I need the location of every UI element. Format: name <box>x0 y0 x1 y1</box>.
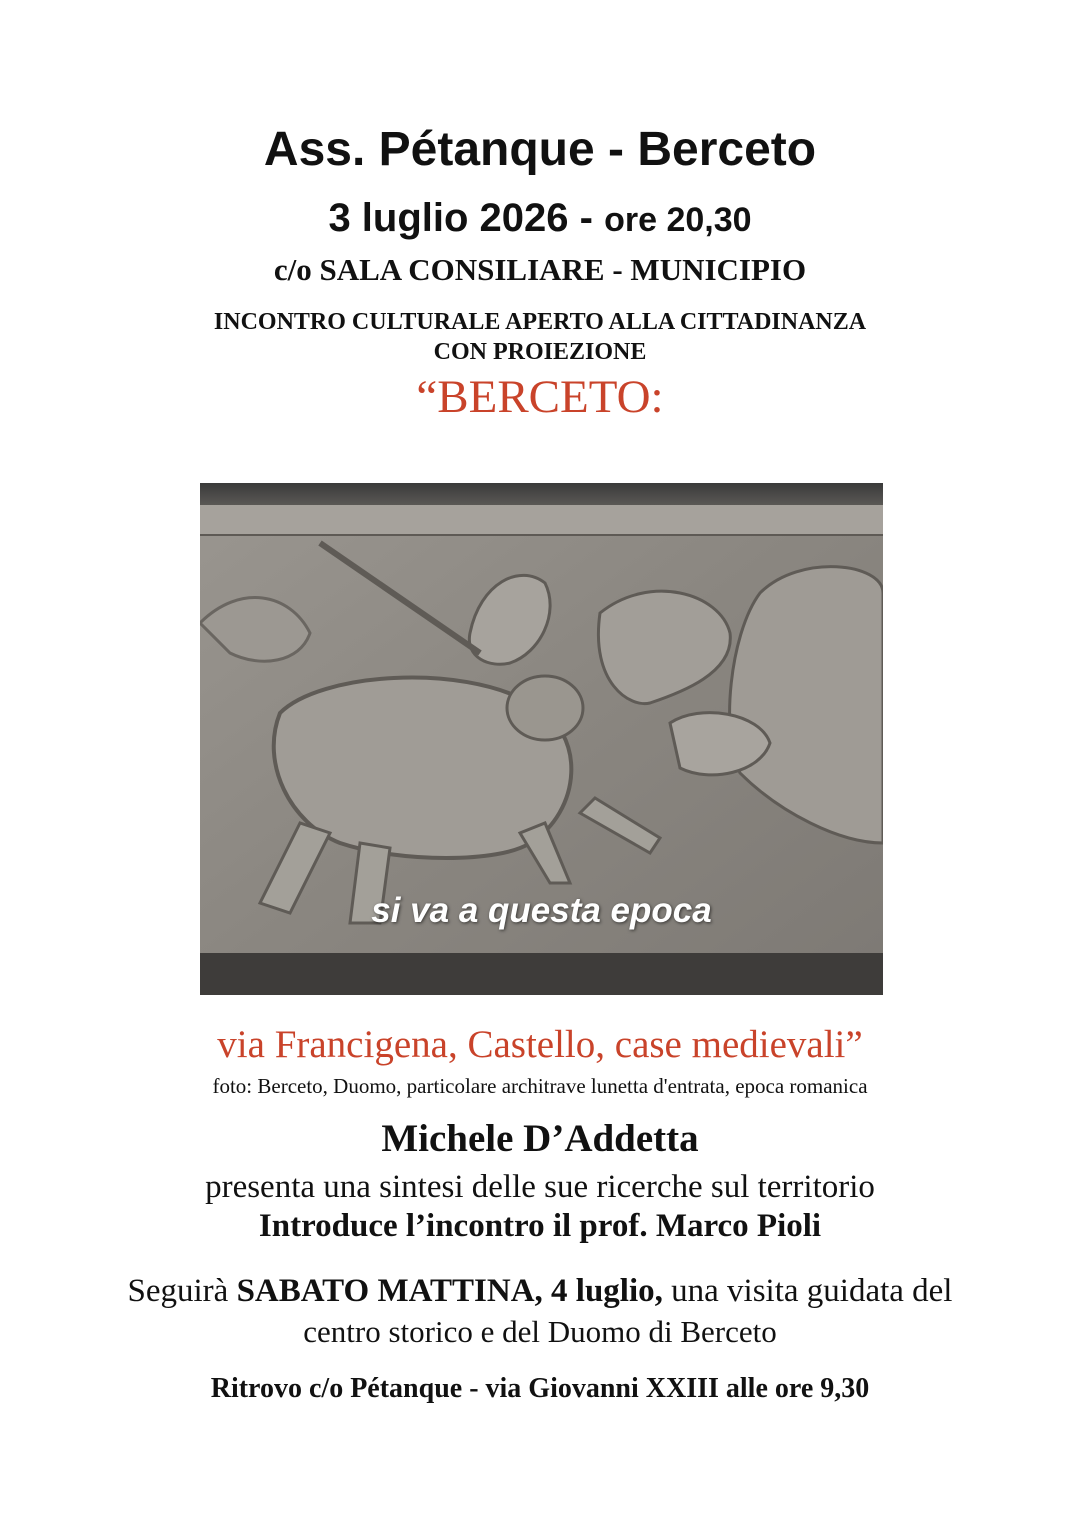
event-time: ore 20,30 <box>604 201 752 239</box>
event-title-line-2: via Francigena, Castello, case medievali” <box>217 1023 863 1066</box>
follow-prefix: Seguirà <box>127 1273 237 1309</box>
intro-line-2: CON PROIEZIONE <box>433 339 647 365</box>
introducer-line: Introduce l’incontro il prof. Marco Pioli <box>258 1208 822 1244</box>
event-date: 3 luglio 2026 <box>328 196 569 240</box>
speaker-name: Michele D’Addetta <box>381 1117 699 1160</box>
follow-up-line-1 <box>0 1273 1080 1310</box>
event-title-line-1: “BERCETO: <box>416 371 664 423</box>
photo-caption: foto: Berceto, Duomo, particolare architrave lunetta d'entrata, epoca romanica <box>212 1074 868 1098</box>
intro-line-1: INCONTRO CULTURALE APERTO ALLA CITTADINANZA <box>213 309 867 335</box>
follow-up-line-2: centro storico e del Duomo di Berceto <box>303 1314 777 1349</box>
meeting-point: Ritrovo c/o Pétanque - via Giovanni XXIII alle ore 9,30 <box>210 1373 870 1404</box>
relief-photo <box>200 483 883 995</box>
speaker-description: presenta una sintesi delle sue ricerche sul territorio <box>205 1169 875 1205</box>
follow-date: SABATO MATTINA, 4 luglio, <box>236 1273 663 1309</box>
photo-overlay-text: si va a questa epoca <box>371 891 712 930</box>
organization-title: Ass. Pétanque - Berceto <box>263 123 817 176</box>
event-venue: c/o SALA CONSILIARE - MUNICIPIO <box>273 252 807 287</box>
follow-suffix: una visita guidata del <box>662 1273 953 1309</box>
event-date-line: 3 luglio 2026 - ore 20,30 <box>328 196 752 240</box>
